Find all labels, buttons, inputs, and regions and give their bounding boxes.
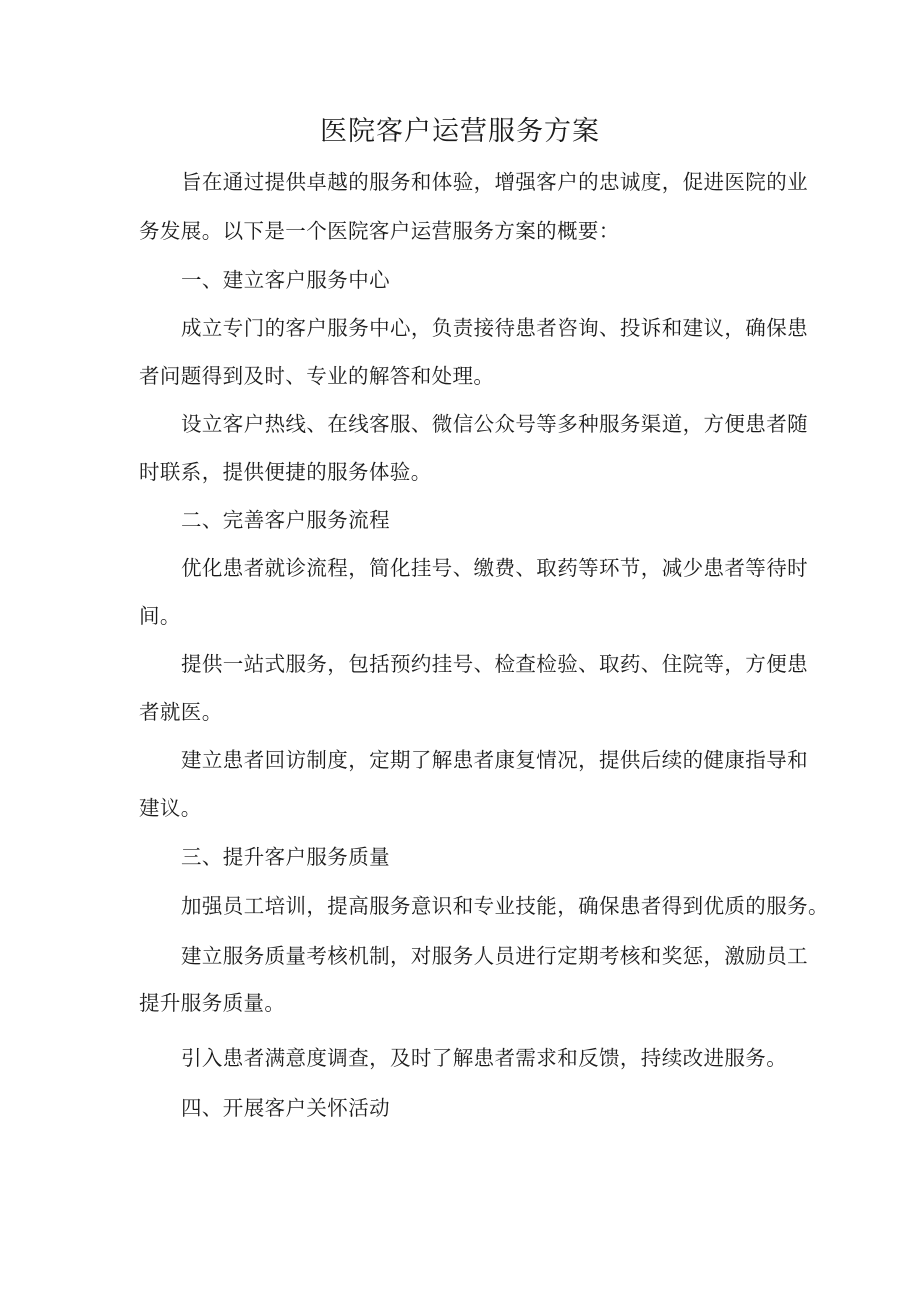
section-heading: 四、开展客户关怀活动 bbox=[181, 1096, 390, 1120]
paragraph-line: 旨在通过提供卓越的服务和体验，增强客户的忠诚度，促进医院的业 bbox=[181, 170, 808, 194]
paragraph-line: 建立患者回访制度，定期了解患者康复情况，提供后续的健康指导和 bbox=[181, 748, 808, 772]
paragraph-line: 建立服务质量考核机制，对服务人员进行定期考核和奖惩，激励员工 bbox=[181, 944, 808, 968]
section-heading: 二、完善客户服务流程 bbox=[181, 508, 390, 532]
paragraph-line: 成立专门的客户服务中心，负责接待患者咨询、投诉和建议，确保患 bbox=[181, 316, 808, 340]
document-title: 医院客户运营服务方案 bbox=[320, 116, 600, 147]
section-heading: 三、提升客户服务质量 bbox=[181, 845, 390, 869]
paragraph-line: 者就医。 bbox=[139, 700, 223, 724]
paragraph-line: 加强员工培训，提高服务意识和专业技能，确保患者得到优质的服务。 bbox=[181, 894, 829, 918]
paragraph-line: 务发展。以下是一个医院客户运营服务方案的概要： bbox=[139, 219, 620, 243]
paragraph-line: 优化患者就诊流程，简化挂号、缴费、取药等环节，减少患者等待时 bbox=[181, 556, 808, 580]
paragraph-line: 时联系，提供便捷的服务体验。 bbox=[139, 460, 432, 484]
paragraph-line: 设立客户热线、在线客服、微信公众号等多种服务渠道，方便患者随 bbox=[181, 412, 808, 436]
paragraph-line: 间。 bbox=[139, 604, 181, 628]
paragraph-line: 引入患者满意度调查，及时了解患者需求和反馈，持续改进服务。 bbox=[181, 1046, 788, 1070]
paragraph-line: 者问题得到及时、专业的解答和处理。 bbox=[139, 364, 495, 388]
paragraph-line: 提升服务质量。 bbox=[139, 991, 286, 1015]
paragraph-line: 提供一站式服务，包括预约挂号、检查检验、取药、住院等，方便患 bbox=[181, 652, 808, 676]
paragraph-line: 建议。 bbox=[139, 796, 202, 820]
section-heading: 一、建立客户服务中心 bbox=[181, 268, 390, 292]
